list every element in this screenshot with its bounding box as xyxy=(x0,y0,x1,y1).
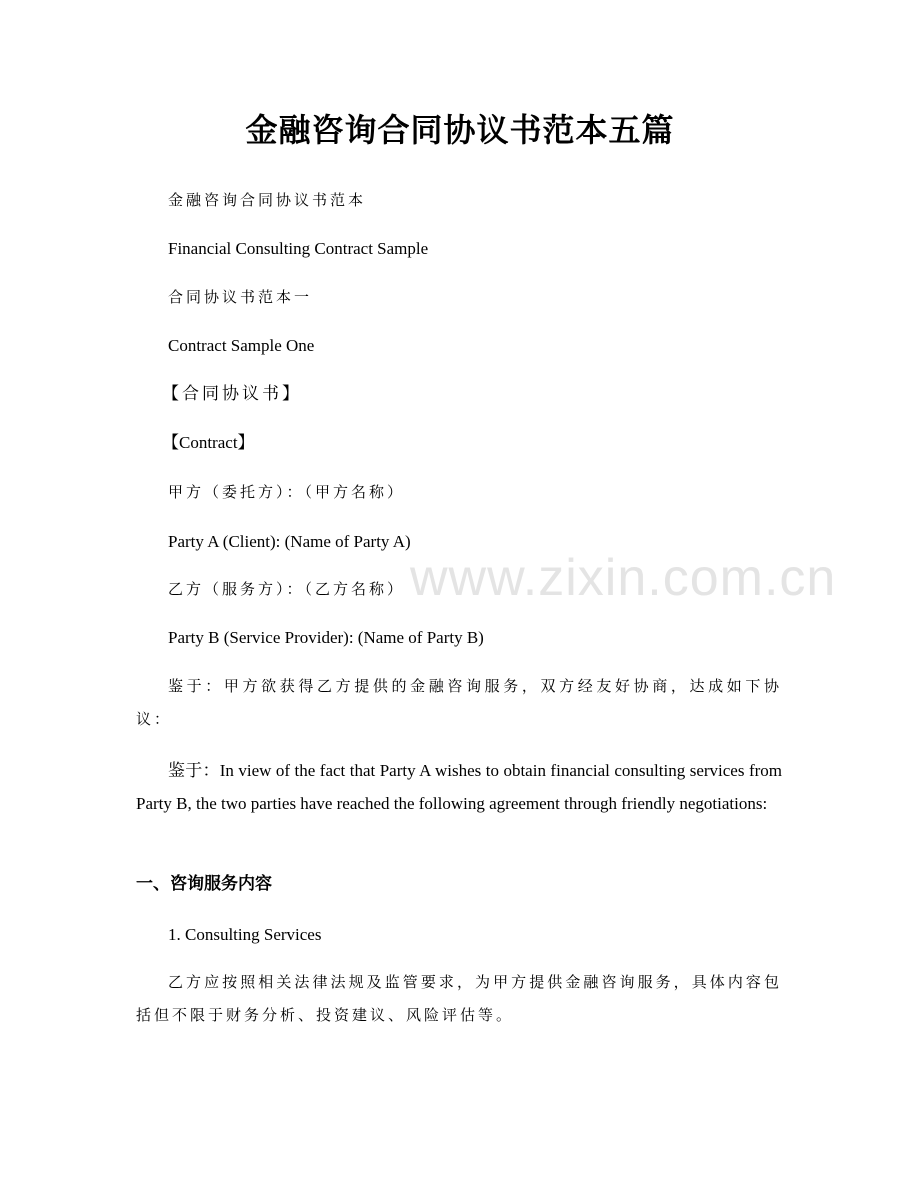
sample-one-chinese: 合同协议书范本一 xyxy=(168,288,313,306)
party-b-chinese: 乙方（服务方）：（乙方名称） xyxy=(168,580,406,598)
section-one-english: 1. Consulting Services xyxy=(168,925,322,944)
party-a-chinese: 甲方（委托方）：（甲方名称） xyxy=(168,483,406,501)
section-one-paragraph-chinese: 乙方应按照相关法律法规及监管要求，为甲方提供金融咨询服务，具体内容包括但不限于财务分析、投资建议、风险评估等。 xyxy=(136,973,782,1024)
subtitle-english: Financial Consulting Contract Sample xyxy=(168,239,429,258)
subtitle-chinese: 金融咨询合同协议书范本 xyxy=(168,191,367,209)
party-b-english: Party B (Service Provider): (Name of Party B) xyxy=(168,628,484,647)
whereas-paragraph-english: 鉴于：In view of the fact that Party A wishes to obtain financial consulting services from Party B, the two parties have reached the following agreement through friendly negotiations: xyxy=(136,761,782,813)
contract-heading-chinese: 【合同协议书】 xyxy=(162,384,302,404)
document-title: 金融咨询合同协议书范本五篇 xyxy=(245,111,675,149)
party-a-english: Party A (Client): (Name of Party A) xyxy=(168,532,411,551)
watermark: www.zixin.com.cn xyxy=(410,549,837,607)
sample-one-english: Contract Sample One xyxy=(168,336,315,355)
contract-heading-english: 【Contract】 xyxy=(162,433,255,452)
section-one-heading: 一、咨询服务内容 xyxy=(136,874,272,894)
whereas-paragraph-chinese: 鉴于：甲方欲获得乙方提供的金融咨询服务，双方经友好协商，达成如下协议： xyxy=(136,677,782,728)
